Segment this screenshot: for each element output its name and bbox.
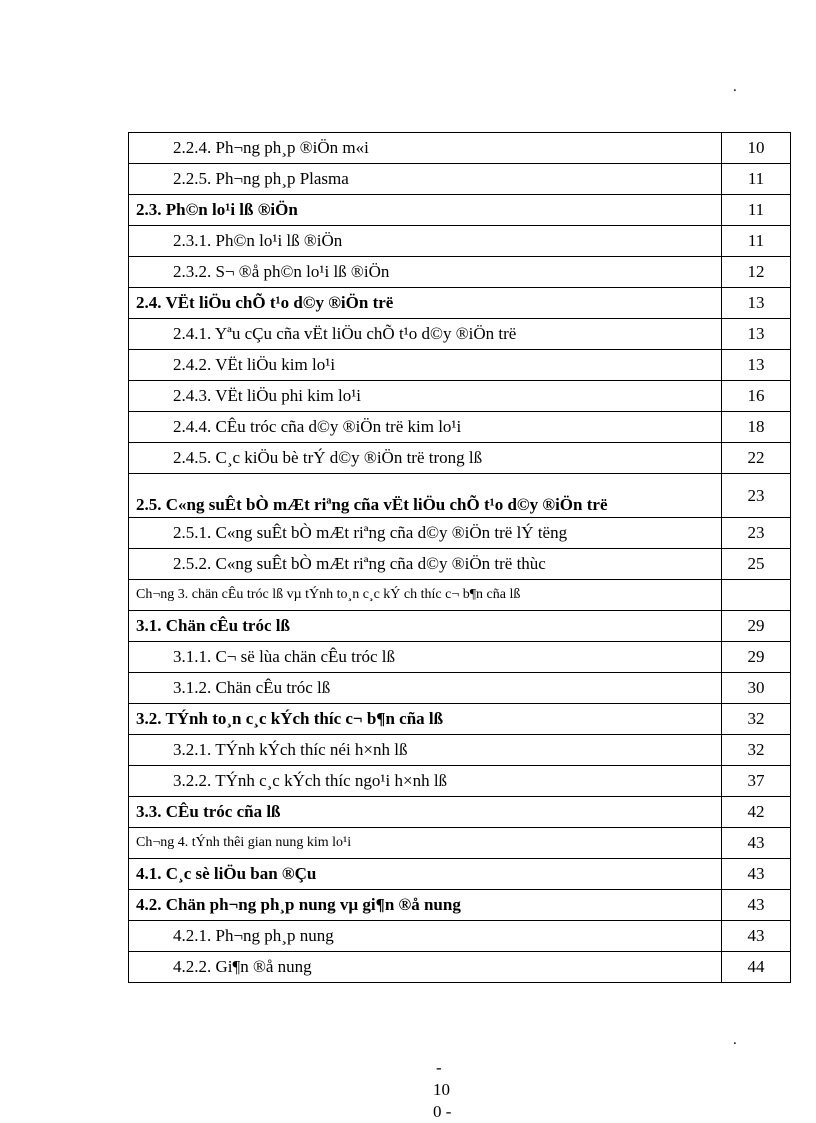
toc-entry-title: 2.5.2. C«ng suÊt bÒ mÆt riªng cña d©y ®iÖn trë thùc: [129, 549, 722, 580]
toc-entry-title: 2.3.2. S¬ ®å ph©n lo¹i lß ®iÖn: [129, 257, 722, 288]
toc-row: [129, 921, 791, 952]
toc-entry-page: 18: [722, 412, 791, 443]
toc-row: [129, 350, 791, 381]
toc-row: [129, 859, 791, 890]
footer-line-3: 0 -: [433, 1102, 452, 1121]
toc-entry-title: 2.4.4. CÊu tróc cña d©y ®iÖn trë kim lo¹i: [129, 412, 722, 443]
toc-row: [129, 580, 791, 611]
toc-entry-title: 3.1.1. C¬ së lùa chän cÊu tróc lß: [129, 642, 722, 673]
toc-entry-title: 2.5.1. C«ng suÊt bÒ mÆt riªng cña d©y ®iÖn trë lÝ tëng: [129, 518, 722, 549]
toc-entry-page: 44: [722, 952, 791, 983]
toc-row: [129, 474, 791, 518]
toc-row: [129, 288, 791, 319]
toc-row: [129, 735, 791, 766]
bottom-corner-mark: .: [733, 1032, 737, 1048]
toc-entry-page: 37: [722, 766, 791, 797]
footer-line-1: -: [436, 1058, 442, 1077]
toc-entry-page: [722, 580, 791, 611]
toc-entry-page: 32: [722, 704, 791, 735]
toc-entry-page: 11: [722, 195, 791, 226]
toc-row: [129, 673, 791, 704]
toc-entry-page: 43: [722, 859, 791, 890]
toc-row: [129, 549, 791, 580]
toc-entry-page: 25: [722, 549, 791, 580]
toc-row: [129, 257, 791, 288]
toc-entry-title: 4.2.2. Gi¶n ®å nung: [129, 952, 722, 983]
toc-entry-title: 2.3. Ph©n lo¹i lß ®iÖn: [129, 195, 722, 226]
top-corner-mark: .: [733, 79, 737, 95]
toc-entry-title: 3.2. TÝnh to¸n c¸c kÝch thíc c¬ b¶n cña lß: [129, 704, 722, 735]
toc-row: [129, 828, 791, 859]
toc-entry-page: 13: [722, 350, 791, 381]
toc-entry-page: 11: [722, 226, 791, 257]
table-of-contents: [128, 132, 791, 983]
toc-entry-page: 23: [722, 474, 791, 518]
toc-entry-page: 43: [722, 890, 791, 921]
toc-entry-title: Ch¬ng 3. chän cÊu tróc lß vµ tÝnh to¸n c¸c kÝ ch thíc c¬ b¶n cña lß: [129, 580, 722, 611]
toc-row: [129, 704, 791, 735]
toc-row: [129, 518, 791, 549]
toc-row: [129, 766, 791, 797]
toc-row: [129, 642, 791, 673]
toc-entry-title: 4.1. C¸c sè liÖu ban ®Çu: [129, 859, 722, 890]
toc-entry-title: 3.1.2. Chän cÊu tróc lß: [129, 673, 722, 704]
toc-entry-title: 2.4.3. VËt liÖu phi kim lo¹i: [129, 381, 722, 412]
toc-entry-title: 2.4.5. C¸c kiÖu bè trÝ d©y ®iÖn trë trong lß: [129, 443, 722, 474]
toc-entry-title: 4.2. Chän ph¬ng ph¸p nung vµ gi¶n ®å nung: [129, 890, 722, 921]
toc-entry-page: 11: [722, 164, 791, 195]
toc-entry-title: Ch¬ng 4. tÝnh thêi gian nung kim lo¹i: [129, 828, 722, 859]
toc-entry-page: 23: [722, 518, 791, 549]
toc-body: [129, 133, 791, 983]
toc-row: [129, 797, 791, 828]
toc-entry-title: 3.3. CÊu tróc cña lß: [129, 797, 722, 828]
footer-line-2: 10: [433, 1080, 450, 1099]
toc-entry-page: 13: [722, 319, 791, 350]
toc-row: [129, 164, 791, 195]
toc-row: [129, 319, 791, 350]
toc-entry-page: 43: [722, 921, 791, 952]
toc-entry-title: 3.1. Chän cÊu tróc lß: [129, 611, 722, 642]
toc-entry-title: 2.3.1. Ph©n lo¹i lß ®iÖn: [129, 226, 722, 257]
toc-entry-page: 22: [722, 443, 791, 474]
toc-entry-page: 12: [722, 257, 791, 288]
toc-row: [129, 443, 791, 474]
toc-entry-title: 2.4.2. VËt liÖu kim lo¹i: [129, 350, 722, 381]
toc-row: [129, 412, 791, 443]
toc-entry-page: 16: [722, 381, 791, 412]
toc-row: [129, 133, 791, 164]
toc-entry-title: 2.2.4. Ph¬ng ph¸p ®iÖn m«i: [129, 133, 722, 164]
toc-entry-title: 4.2.1. Ph¬ng ph¸p nung: [129, 921, 722, 952]
toc-entry-title: 2.4. VËt liÖu chÕ t¹o d©y ®iÖn trë: [129, 288, 722, 319]
toc-row: [129, 195, 791, 226]
toc-entry-page: 10: [722, 133, 791, 164]
toc-row: [129, 952, 791, 983]
toc-row: [129, 226, 791, 257]
toc-entry-page: 29: [722, 611, 791, 642]
toc-entry-page: 30: [722, 673, 791, 704]
toc-entry-page: 43: [722, 828, 791, 859]
toc-entry-page: 13: [722, 288, 791, 319]
toc-entry-page: 32: [722, 735, 791, 766]
toc-entry-title: 3.2.1. TÝnh kÝch thíc néi h×nh lß: [129, 735, 722, 766]
toc-entry-page: 29: [722, 642, 791, 673]
toc-entry-title: 3.2.2. TÝnh c¸c kÝch thíc ngo¹i h×nh lß: [129, 766, 722, 797]
toc-entry-page: 42: [722, 797, 791, 828]
toc-row: [129, 611, 791, 642]
toc-entry-title: 2.4.1. Yªu cÇu cña vËt liÖu chÕ t¹o d©y ®iÖn trë: [129, 319, 722, 350]
toc-row: [129, 381, 791, 412]
toc-row: [129, 890, 791, 921]
toc-entry-title: 2.2.5. Ph¬ng ph¸p Plasma: [129, 164, 722, 195]
toc-entry-title: 2.5. C«ng suÊt bÒ mÆt riªng cña vËt liÖu chÕ t¹o d©y ®iÖn trë: [129, 474, 722, 518]
